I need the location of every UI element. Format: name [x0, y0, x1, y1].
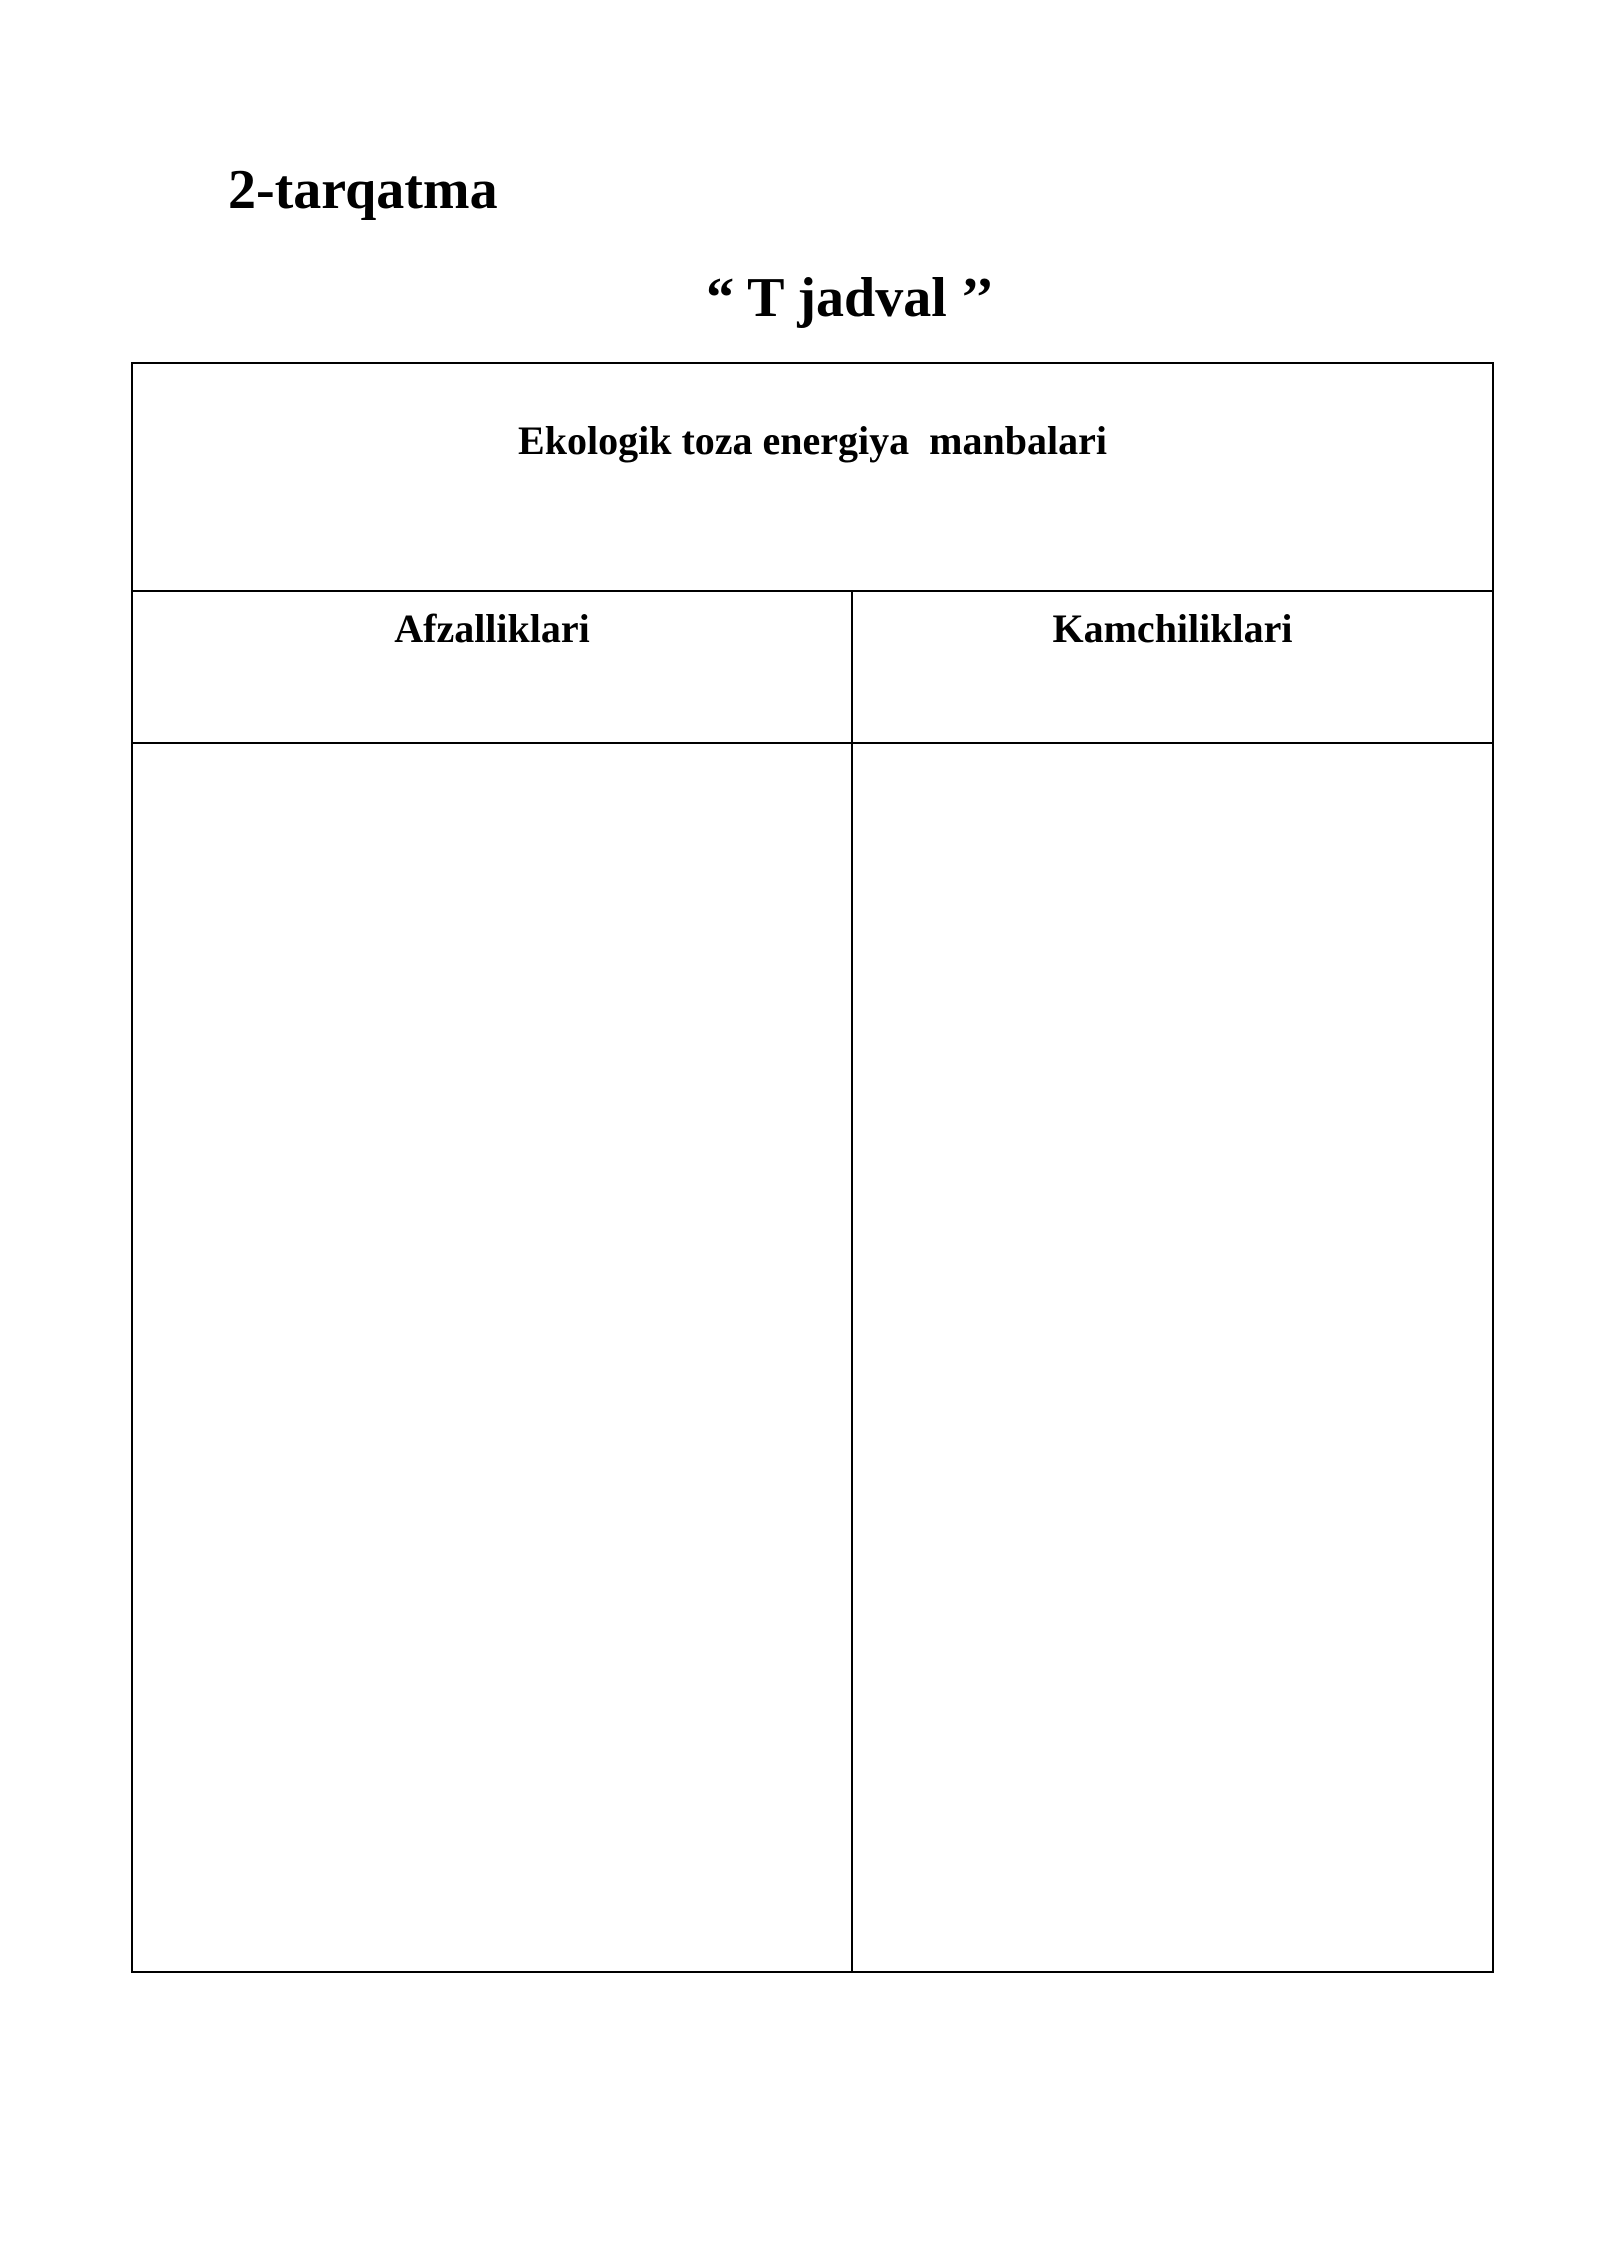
page-title: “ T jadval ’’: [706, 267, 994, 329]
handout-label: 2-tarqatma: [228, 159, 498, 221]
advantages-header: Afzalliklari: [394, 606, 590, 651]
disadvantages-header: Kamchiliklari: [1052, 606, 1293, 651]
topic-cell: [133, 364, 1492, 592]
advantages-header-cell: [133, 592, 853, 744]
disadvantages-answer-cell: [853, 744, 1492, 1971]
topic-text: Ekologik toza energiya manbalari: [518, 418, 1107, 463]
t-table: [131, 362, 1494, 1973]
advantages-answer-cell: [133, 744, 853, 1971]
disadvantages-header-cell: [853, 592, 1492, 744]
